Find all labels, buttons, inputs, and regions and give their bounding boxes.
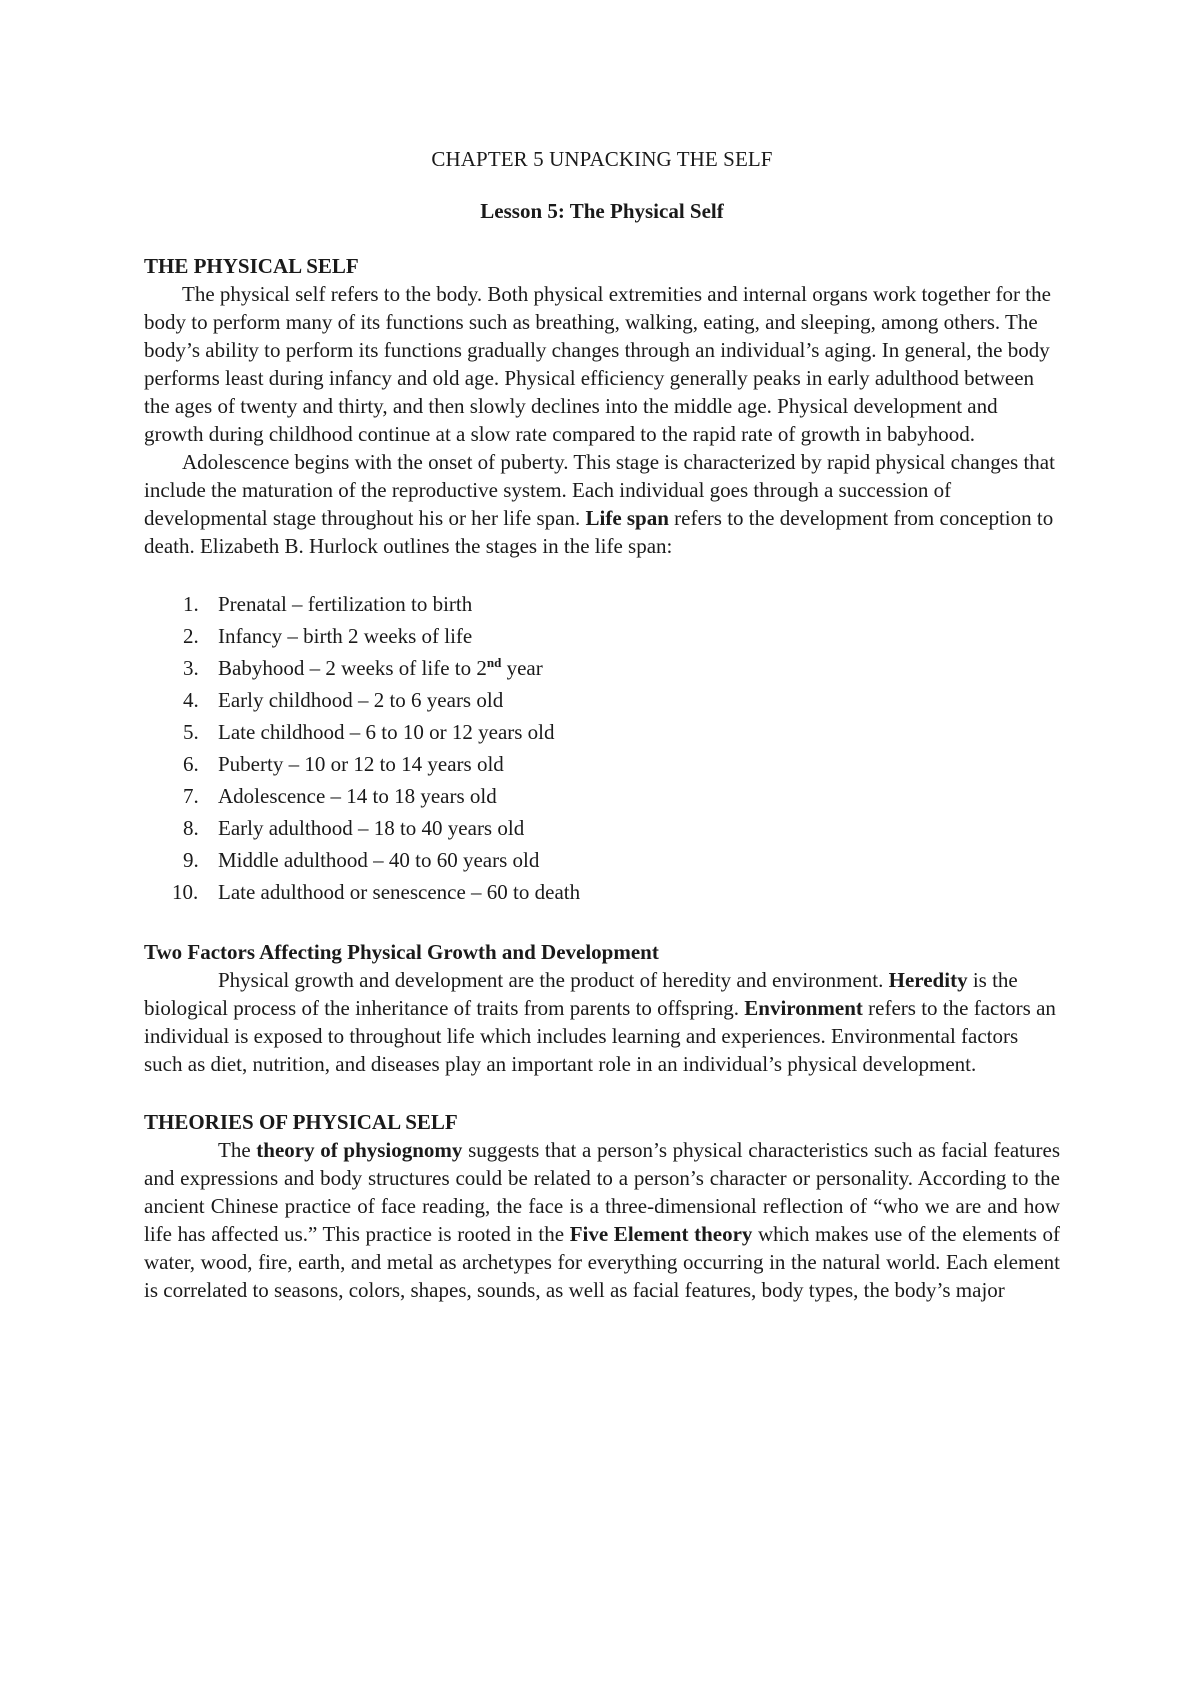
list-item	[144, 748, 1060, 780]
list-number: 3.	[183, 656, 199, 680]
paragraph-adolescence	[144, 448, 1060, 560]
list-item	[144, 716, 1060, 748]
term-physiognomy: theory of physiognomy	[256, 1138, 463, 1162]
list-item	[144, 876, 1060, 908]
list-number: 7.	[183, 784, 199, 808]
list-item	[144, 652, 1060, 684]
term-five-element-theory: Five Element theory	[569, 1222, 753, 1246]
chapter-title: CHAPTER 5 UNPACKING THE SELF	[431, 147, 773, 171]
paragraph-text: is the biological process of the inheritance of traits from parents to offspring.	[144, 968, 1018, 1020]
list-text-part: year	[501, 656, 543, 680]
list-text: Early childhood – 2 to 6 years old	[218, 688, 504, 712]
term-life-span: Life span	[585, 506, 669, 530]
section-heading-two-factors: Two Factors Affecting Physical Growth and Development	[144, 940, 659, 964]
paragraph-text: suggests that a person’s physical characteristics such as facial features and expressions and body structures could be related to a person’s character or personality. According to the ancient Chinese practice of face reading, the face is a three-dimensional reflection of “who we are and how life has affected us.” This practice is rooted in the	[144, 1138, 1060, 1246]
paragraph-heredity-environment	[144, 966, 1060, 1078]
list-item	[144, 684, 1060, 716]
list-item	[144, 812, 1060, 844]
list-number: 6.	[183, 752, 199, 776]
list-text: Prenatal – fertilization to birth	[218, 592, 473, 616]
paragraph-text: Physical growth and development are the product of heredity and environment.	[218, 968, 889, 992]
term-environment: Environment	[744, 996, 863, 1020]
list-number: 1.	[183, 592, 199, 616]
paragraph-text: The physical self refers to the body. Both physical extremities and internal organs work together for the body to perform many of its functions such as breathing, walking, eating, and sleeping, among others. The body’s ability to perform its functions gradually changes through an individual’s aging. In general, the body performs least during infancy and old age. Physical efficiency generally peaks in early adulthood between the ages of twenty and thirty, and then slowly declines into the middle age. Physical development and growth during childhood continue at a slow rate compared to the rapid rate of growth in babyhood.	[144, 282, 1051, 446]
list-text: Puberty – 10 or 12 to 14 years old	[218, 752, 504, 776]
list-number: 10.	[172, 880, 199, 904]
paragraph-physiognomy	[144, 1136, 1060, 1304]
paragraph-text: Adolescence begins with the onset of puberty. This stage is characterized by rapid physical changes that include the maturation of the reproductive system. Each individual goes through a succession of developmental stage throughout his or her life span.	[144, 450, 1055, 530]
list-item	[144, 588, 1060, 620]
list-number: 2.	[183, 624, 199, 648]
list-item	[144, 780, 1060, 812]
section-heading-theories: THEORIES OF PHYSICAL SELF	[144, 1110, 458, 1134]
list-text: Infancy – birth 2 weeks of life	[218, 624, 473, 648]
paragraph-text: refers to the development from conception to death. Elizabeth B. Hurlock outlines the stages in the life span:	[144, 506, 1054, 558]
paragraph-text: refers to the factors an individual is exposed to throughout life which includes learning and experiences. Environmental factors such as diet, nutrition, and diseases play an important role in an individual’s physical development.	[144, 996, 1056, 1076]
list-number: 9.	[183, 848, 199, 872]
list-text: Middle adulthood – 40 to 60 years old	[218, 848, 540, 872]
life-span-stages-list	[144, 588, 1060, 908]
list-number: 8.	[183, 816, 199, 840]
paragraph-physical-self	[144, 280, 1060, 448]
list-number: 5.	[183, 720, 199, 744]
list-text: Late adulthood or senescence – 60 to death	[218, 880, 581, 904]
list-text	[218, 652, 543, 684]
paragraph-text: which makes use of the elements of water, wood, fire, earth, and metal as archetypes for everything occurring in the natural world. Each element is correlated to seasons, colors, shapes, sounds, as well as facial features, body types, the body’s major	[144, 1222, 1060, 1302]
term-heredity: Heredity	[888, 968, 968, 992]
ordinal-superscript: nd	[486, 655, 502, 670]
list-text: Late childhood – 6 to 10 or 12 years old	[218, 720, 555, 744]
list-text: Early adulthood – 18 to 40 years old	[218, 816, 525, 840]
list-text-part: Babyhood – 2 weeks of life to 2	[218, 656, 487, 680]
lesson-title: Lesson 5: The Physical Self	[480, 199, 724, 223]
section-heading-physical-self: THE PHYSICAL SELF	[144, 254, 359, 278]
paragraph-text: The	[218, 1138, 257, 1162]
list-item	[144, 620, 1060, 652]
list-item	[144, 844, 1060, 876]
list-number: 4.	[183, 688, 199, 712]
list-text: Adolescence – 14 to 18 years old	[218, 784, 497, 808]
